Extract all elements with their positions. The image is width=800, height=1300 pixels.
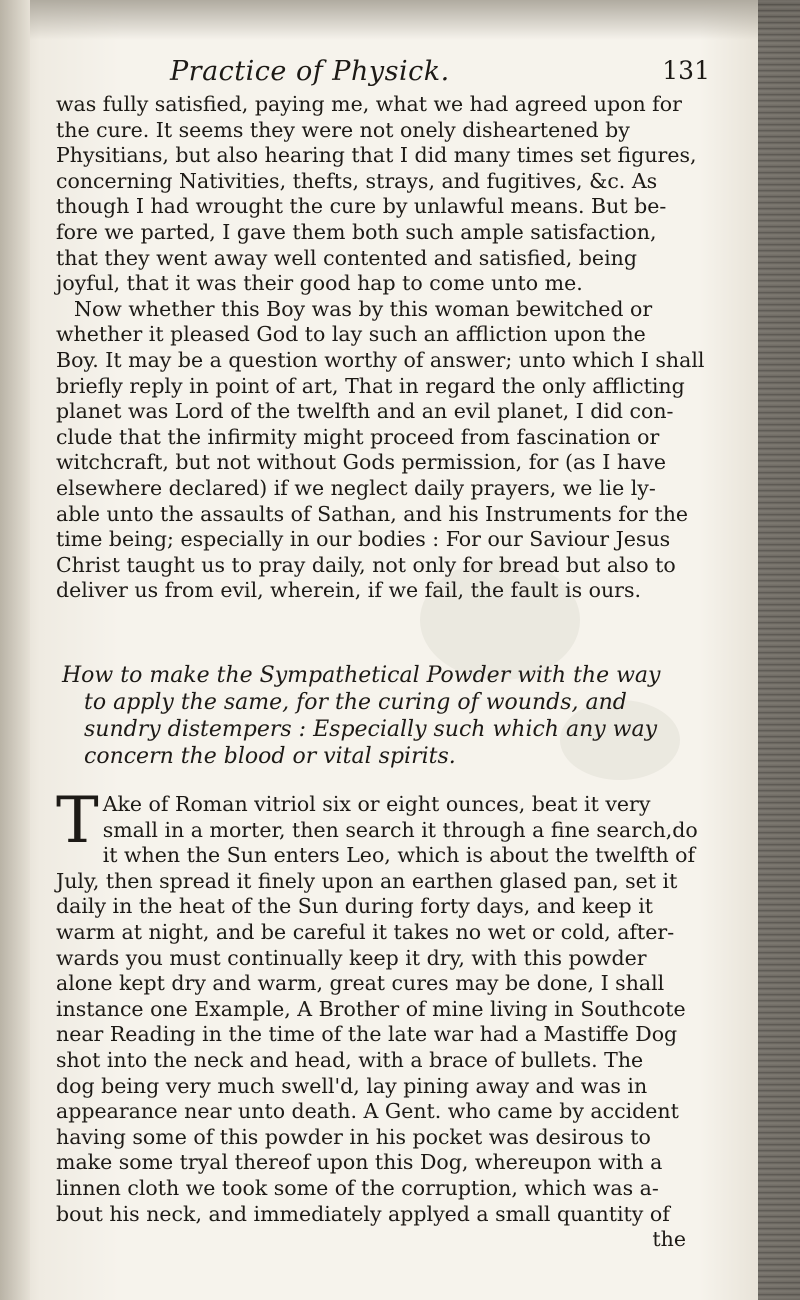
text-line: bout his neck, and immediately applyed a small quantity of [56, 1201, 670, 1226]
text-line: instance one Example, A Brother of mine living in Southcote [56, 996, 686, 1021]
page-number: 131 [662, 56, 710, 85]
text-line: Now whether this Boy was by this woman bewitched or [74, 296, 653, 321]
text-line: planet was Lord of the twelfth and an evil planet, I did con- [56, 399, 674, 424]
heading-line: sundry distempers : Especially such which any way [84, 717, 658, 742]
heading-line: concern the blood or vital spirits. [84, 744, 456, 769]
text-line: briefly reply in point of art, That in regard the only afflicting [56, 373, 685, 398]
text-line: elsewhere declared) if we neglect daily prayers, we lie ly- [56, 475, 656, 500]
text-line: daily in the heat of the Sun during forty days, and keep it [56, 894, 653, 919]
text-line: clude that the infirmity might proceed from fascination or [56, 424, 660, 449]
text-line: it when the Sun enters Leo, which is about the twelfth of [102, 843, 696, 868]
paragraph-2 [56, 784, 756, 1253]
text-line: dog being very much swell'd, lay pining away and was in [56, 1073, 648, 1098]
text-line: shot into the neck and head, with a brace of bullets. The [56, 1047, 644, 1072]
text-line: linnen cloth we took some of the corruption, which was a- [56, 1175, 659, 1200]
text-line: make some tryal thereof upon this Dog, whereupon with a [56, 1150, 663, 1175]
text-line: alone kept dry and warm, great cures may be done, I shall [56, 971, 665, 996]
text-line: able unto the assaults of Sathan, and his Instruments for the [56, 501, 689, 526]
paragraph-1 [56, 92, 756, 604]
drop-cap: T [56, 784, 99, 858]
text-line: witchcraft, but not without Gods permission, for (as I have [56, 450, 666, 475]
section-heading [62, 662, 762, 770]
heading-line: to apply the same, for the curing of wounds, and [84, 690, 627, 715]
page-top-shadow [0, 0, 800, 40]
running-head: Practice of Physick. [170, 56, 450, 87]
text-line: fore we parted, I gave them both such ample satisfaction, [56, 219, 657, 244]
text-line: concerning Nativities, thefts, strays, and fugitives, &c. As [56, 168, 658, 193]
text-line: Ake of Roman vitriol six or eight ounces, beat it very [102, 792, 651, 816]
heading-line: How to make the Sympathetical Powder with the way [62, 663, 661, 688]
text-line: Boy. It may be a question worthy of answer; unto which I shall [56, 347, 705, 372]
text-line: deliver us from evil, wherein, if we fail, the fault is ours. [56, 578, 641, 603]
text-line: Physitians, but also hearing that I did many times set figures, [56, 143, 697, 168]
text-line: whether it pleased God to lay such an affliction upon the [56, 322, 646, 347]
text-line: warm at night, and be careful it takes no wet or cold, after- [56, 919, 675, 944]
text-line: the cure. It seems they were not onely disheartened by [56, 117, 630, 142]
text-line: near Reading in the time of the late war had a Mastiffe Dog [56, 1022, 678, 1047]
text-line: that they went away well contented and satisfied, being [56, 245, 637, 270]
text-line: was fully satisfied, paying me, what we had agreed upon for [56, 92, 682, 116]
text-line: joyful, that it was their good hap to come unto me. [56, 271, 583, 296]
text-line: small in a morter, then search it through a fine search,do [102, 817, 698, 842]
catchword: the [652, 1227, 686, 1252]
left-gutter [0, 0, 30, 1300]
text-line: wards you must continually keep it dry, with this powder [56, 945, 647, 970]
right-binding-edge [758, 0, 800, 1300]
page-header [170, 56, 710, 96]
text-line: appearance near unto death. A Gent. who came by accident [56, 1099, 679, 1124]
text-line: though I had wrought the cure by unlawful means. But be- [56, 194, 667, 219]
text-line: Christ taught us to pray daily, not only for bread but also to [56, 552, 676, 577]
text-line: having some of this powder in his pocket was desirous to [56, 1124, 651, 1149]
text-line: time being; especially in our bodies : For our Saviour Jesus [56, 527, 671, 552]
text-line: July, then spread it finely upon an earthen glased pan, set it [56, 868, 678, 893]
